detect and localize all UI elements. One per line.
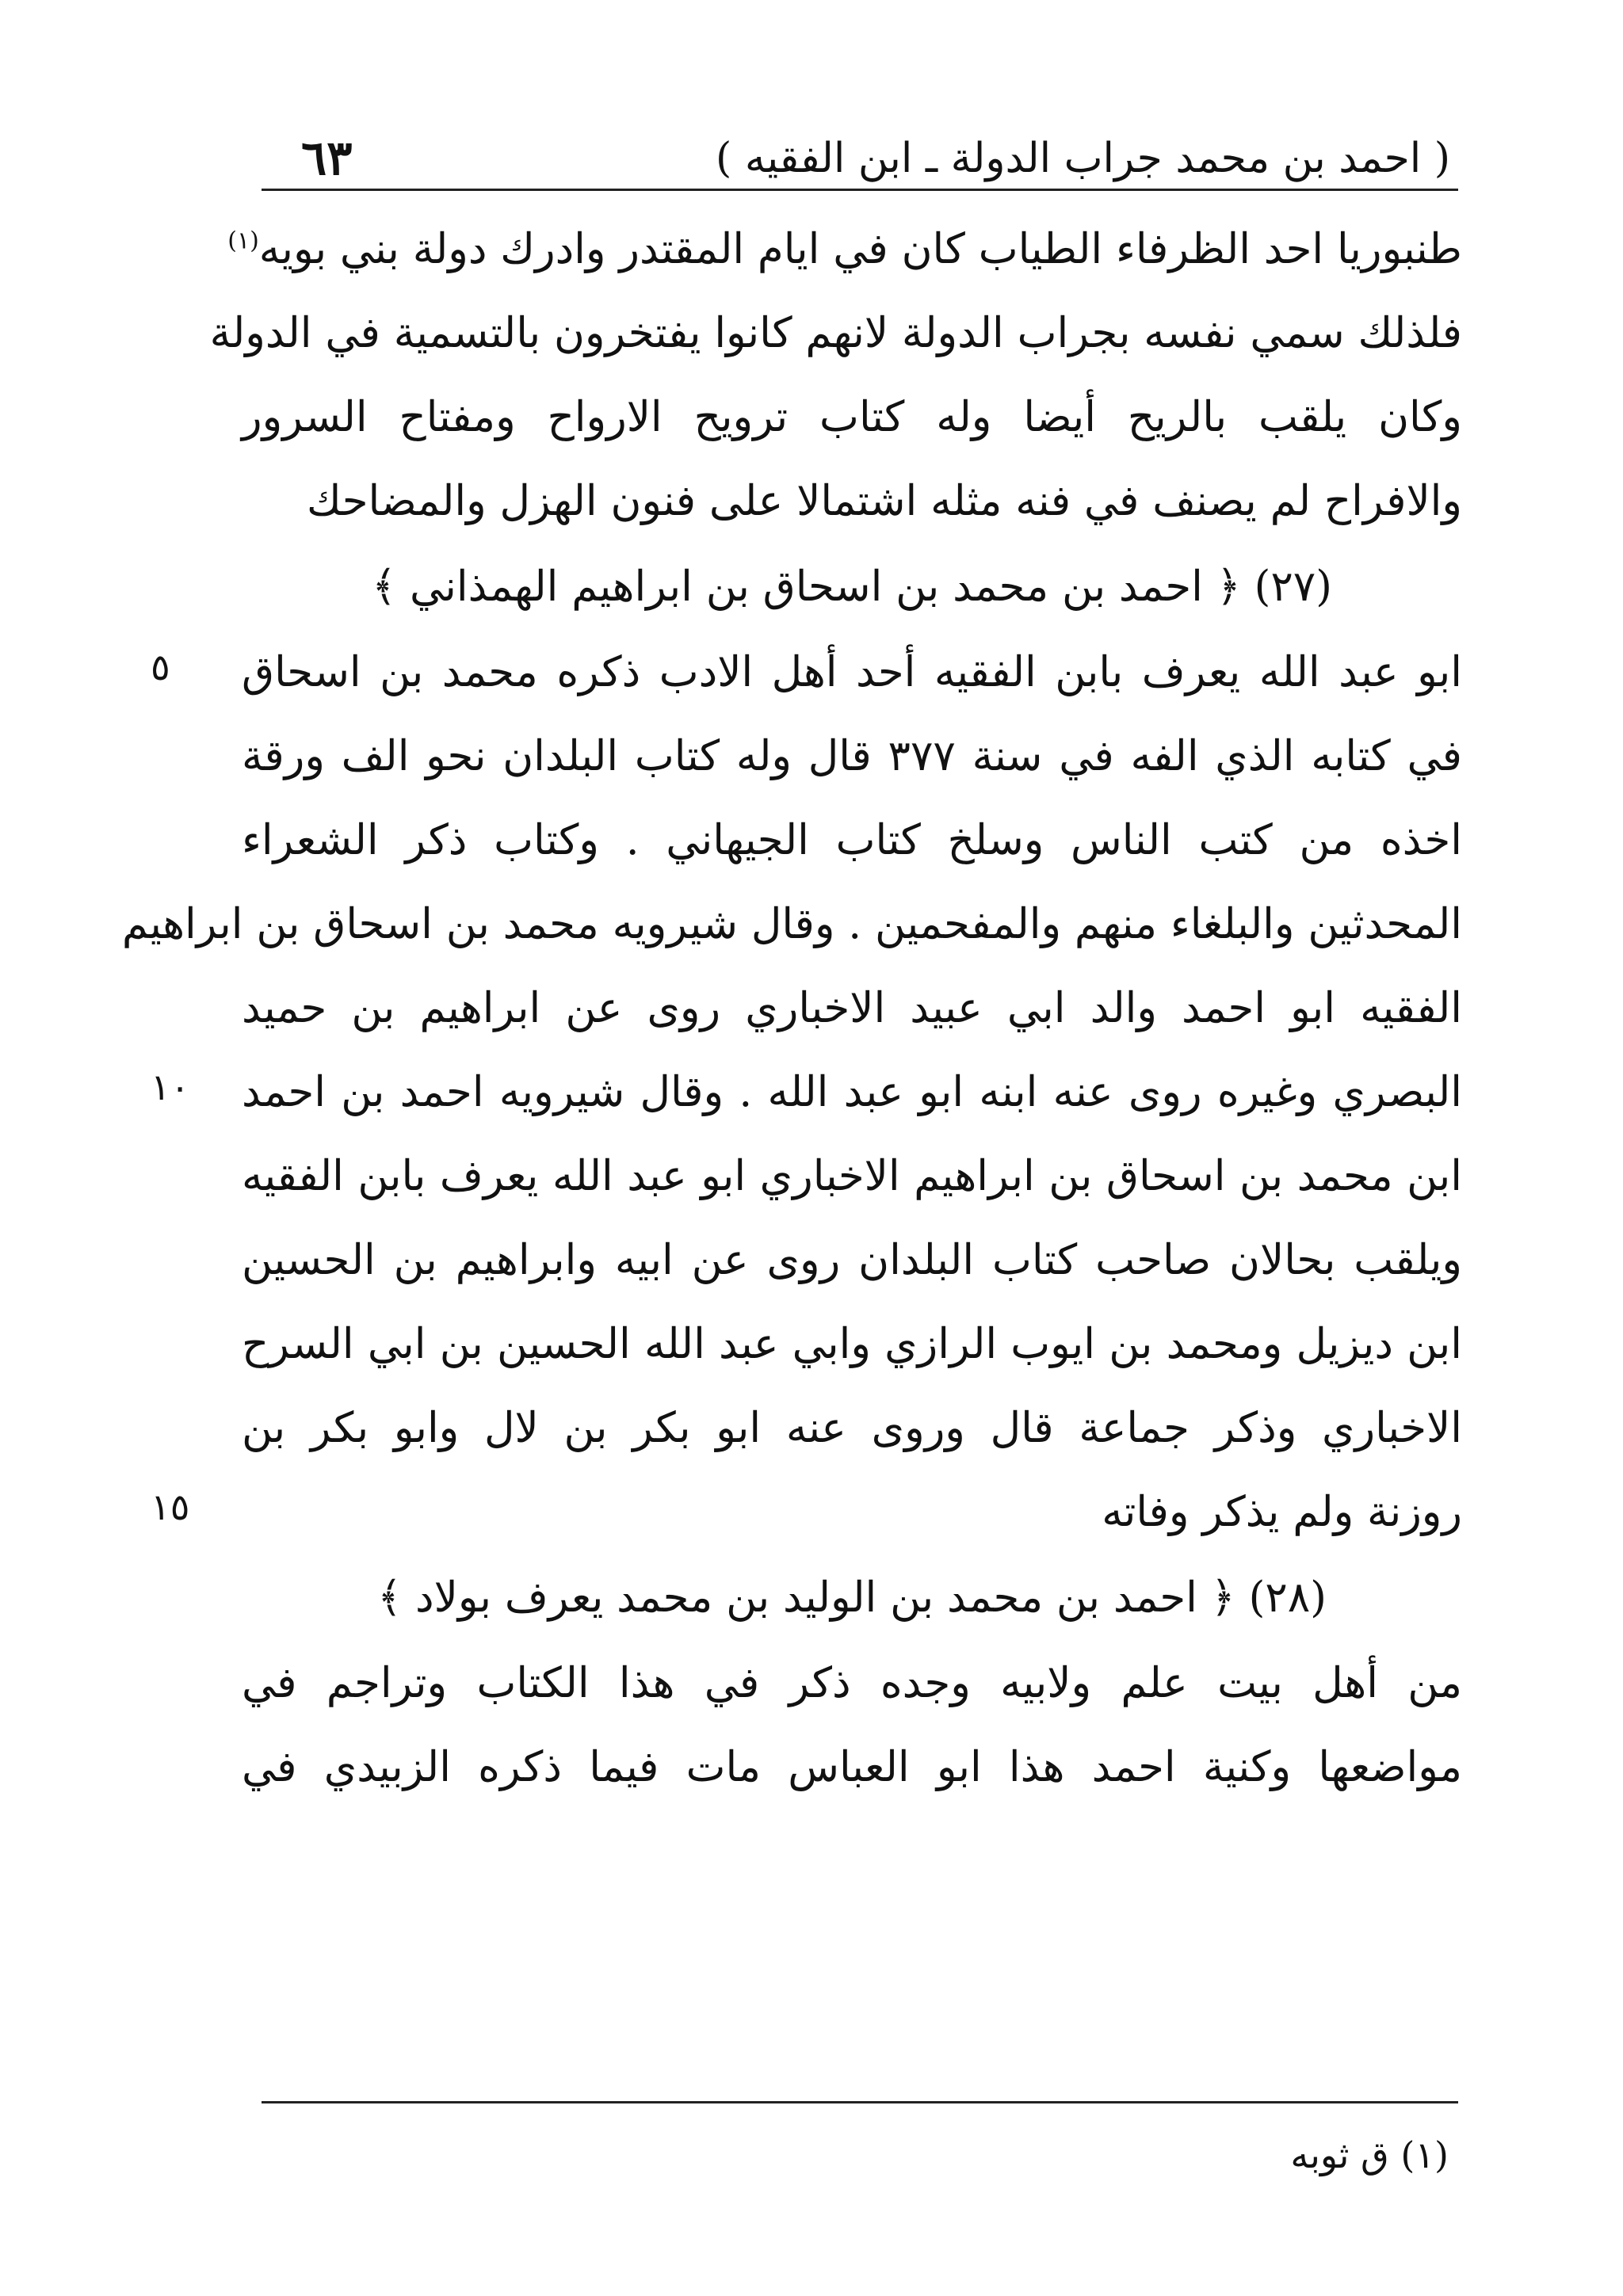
entry-heading-28: (٢٨) ﴿ احمد بن محمد بن الوليد بن محمد يعرف بولاد ﴾ xyxy=(377,1573,1327,1622)
margin-line-number-5: ٥ xyxy=(151,646,170,688)
header-rule xyxy=(262,189,1458,191)
text-line: طنبوريا احد الظرفاء الطياب كان في ايام المقتدر وادرك دولة بني بويه$^{(١)}$ xyxy=(227,225,1462,273)
text-line: مواضعها وكنية احمد هذا ابو العباس مات فيما ذكره الزبيدي في xyxy=(242,1743,1462,1791)
text-line: البصري وغيره روى عنه ابنه ابو عبد الله . وقال شيرويه احمد بن احمد xyxy=(242,1068,1462,1116)
footnote-marker: (١) xyxy=(227,227,259,255)
footnote: (١) ق ثوبه xyxy=(1290,2134,1449,2176)
text-line: اخذه من كتب الناس وسلخ كتاب الجيهاني . وكتاب ذكر الشعراء xyxy=(242,816,1462,864)
margin-line-number-15: ١٥ xyxy=(151,1486,190,1528)
page-number: ٦٣ xyxy=(301,131,353,186)
text-line: وكان يلقب بالريح أيضا وله كتاب ترويح الارواح ومفتاح السرور xyxy=(242,393,1462,441)
margin-line-number-10: ١٠ xyxy=(151,1066,190,1108)
text-line: الفقيه ابو احمد والد ابي عبيد الاخباري روى عن ابراهيم بن حميد xyxy=(242,984,1462,1032)
text-line: روزنة ولم يذكر وفاته xyxy=(1102,1488,1462,1536)
entry-heading-27: (٢٧) ﴿ احمد بن محمد بن اسحاق بن ابراهيم الهمذاني ﴾ xyxy=(372,563,1332,611)
text-line: فلذلك سمي نفسه بجراب الدولة لانهم كانوا يفتخرون بالتسمية في الدولة xyxy=(209,309,1462,357)
text-line: المحدثين والبلغاء منهم والمفحمين . وقال شيرويه محمد بن اسحاق بن ابراهيم xyxy=(121,900,1462,948)
text-line: في كتابه الذي الفه في سنة ٣٧٧ قال وله كتاب البلدان نحو الف ورقة xyxy=(242,732,1462,780)
page-header xyxy=(277,119,1450,198)
text-line: ويلقب بحالان صاحب كتاب البلدان روى عن ابيه وابراهيم بن الحسين xyxy=(242,1236,1462,1284)
text-line: ابن محمد بن اسحاق بن ابراهيم الاخباري ابو عبد الله يعرف بابن الفقيه xyxy=(242,1152,1462,1200)
text-line: والافراح لم يصنف في فنه مثله اشتمالا على فنون الهزل والمضاحك xyxy=(307,477,1462,525)
text-line: من أهل بيت علم ولابيه وجده ذكر في هذا الكتاب وتراجم في xyxy=(242,1659,1462,1707)
text-line: الاخباري وذكر جماعة قال وروى عنه ابو بكر بن لال وابو بكر بن xyxy=(242,1404,1462,1452)
footnote-rule xyxy=(262,2101,1458,2103)
text-line: ابو عبد الله يعرف بابن الفقيه أحد أهل الادب ذكره محمد بن اسحاق xyxy=(242,648,1462,696)
running-title: ( احمد بن محمد جراب الدولة ـ ابن الفقيه ) xyxy=(716,135,1450,182)
text-line: ابن ديزيل ومحمد بن ايوب الرازي وابي عبد الله الحسين بن ابي السرح xyxy=(242,1320,1462,1368)
